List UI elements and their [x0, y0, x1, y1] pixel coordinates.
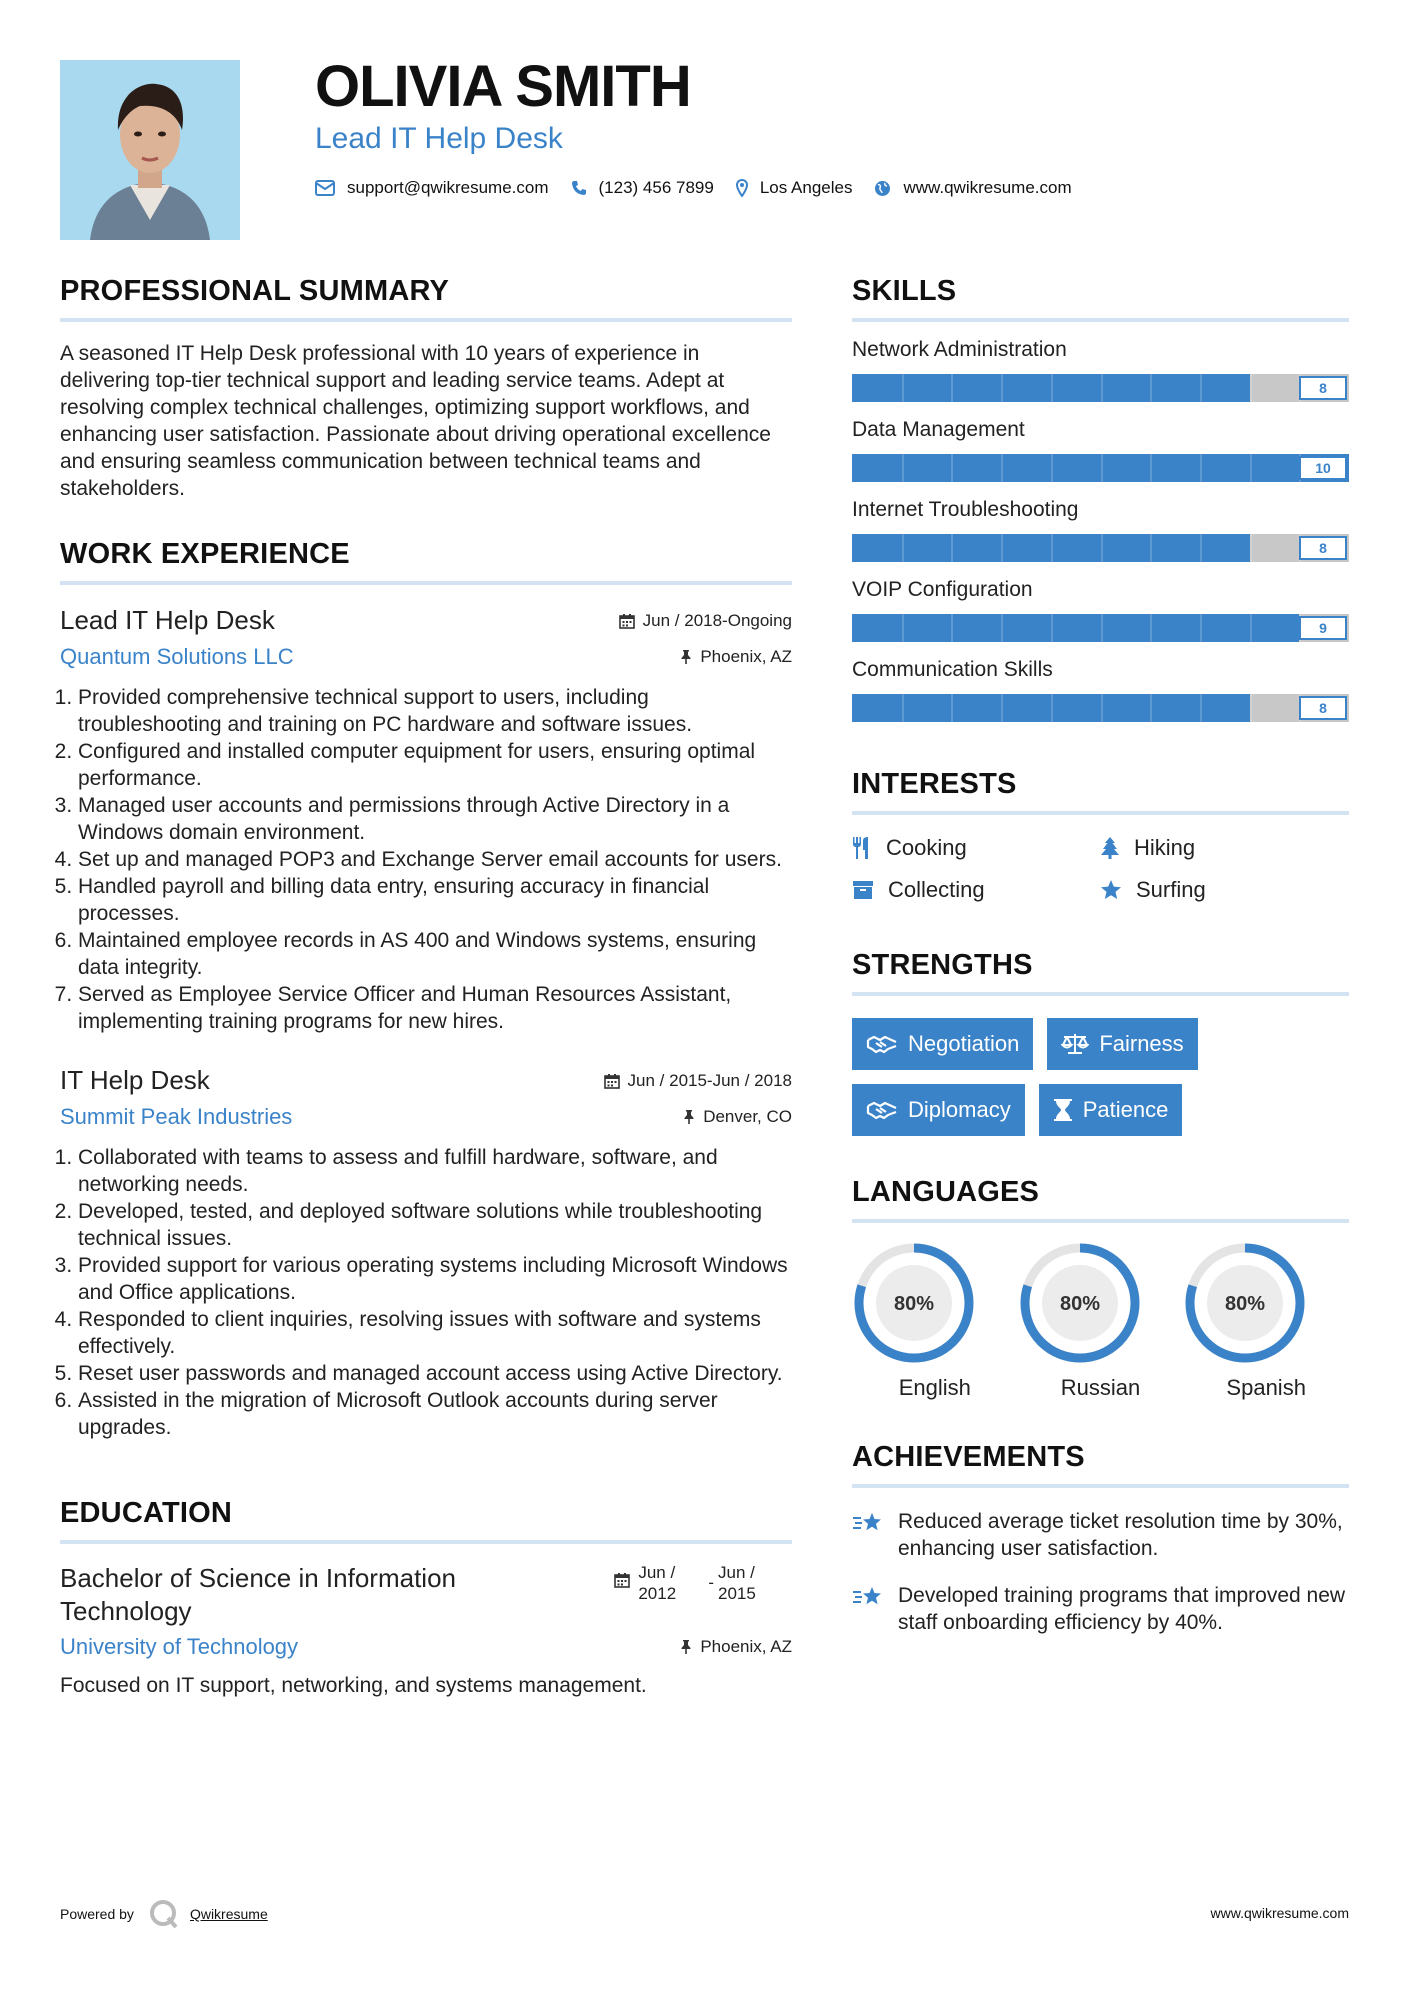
- strength-tag: [1047, 1018, 1197, 1070]
- languages-list: [852, 1241, 1349, 1401]
- interest-label: Hiking: [1134, 835, 1196, 860]
- skill-bar-segment: [1200, 614, 1202, 642]
- strengths-heading: STRENGTHS: [852, 949, 1349, 996]
- language-name: Russian: [1060, 1375, 1141, 1400]
- qwikresume-logo-icon: [148, 1898, 180, 1930]
- skill-bar-segment: [951, 694, 953, 722]
- strength-tag: [852, 1018, 1033, 1070]
- duty-item: 1. Provided comprehensive technical support to users, including troubleshooting and training on PC hardware and software issues.: [78, 684, 792, 738]
- job-location-text: Phoenix, AZ: [700, 647, 792, 666]
- language-name: Spanish: [1226, 1375, 1306, 1400]
- skill-bar-segment: [1200, 694, 1202, 722]
- skill-value: 8: [1299, 376, 1347, 400]
- skill-bar: [852, 614, 1349, 642]
- skill-bar-segment: [1250, 454, 1252, 482]
- contact-website[interactable]: [874, 178, 1071, 198]
- skill-bar-segment: [1150, 454, 1152, 482]
- skill-bar-segment: [1101, 454, 1103, 482]
- contact-phone[interactable]: [571, 178, 714, 198]
- interest-label: Surfing: [1136, 877, 1206, 902]
- language-progress-ring: [1018, 1241, 1142, 1365]
- phone-icon: [571, 180, 587, 196]
- education-entry: [60, 1562, 792, 1628]
- skill-bar-segment: [951, 454, 953, 482]
- language-percent: 80%: [893, 1293, 935, 1315]
- language-item: [1018, 1241, 1184, 1401]
- skill-item: [852, 578, 1349, 642]
- skill-bar-segment: [1101, 374, 1103, 402]
- skill-bar-segment: [1200, 374, 1202, 402]
- pushpin-icon: [683, 1109, 695, 1125]
- skill-name: Data Management: [852, 418, 1025, 441]
- globe-icon: [874, 180, 891, 197]
- skill-bar-segment: [1200, 534, 1202, 562]
- pushpin-icon: [680, 649, 692, 665]
- job-duties-list: [60, 684, 792, 1035]
- handshake-icon: [866, 1034, 898, 1054]
- calendar-icon: [614, 1572, 630, 1588]
- skill-item: [852, 418, 1349, 482]
- skill-bar: [852, 454, 1349, 482]
- skill-bar-segment: [1051, 534, 1053, 562]
- website-text: www.qwikresume.com: [903, 178, 1072, 197]
- language-percent: 80%: [1059, 1293, 1100, 1315]
- tree-icon: [1100, 836, 1120, 860]
- job-role: Lead IT Help Desk: [60, 605, 275, 635]
- interest-item: [1100, 835, 1348, 861]
- location-text: Los Angeles: [759, 178, 853, 197]
- strengths-list: [852, 1018, 1252, 1136]
- education-dates: [614, 1562, 792, 1604]
- language-progress-ring: [1183, 1241, 1307, 1365]
- experience-heading: WORK EXPERIENCE: [60, 538, 792, 585]
- skill-value: 10: [1299, 456, 1347, 480]
- interest-label: Cooking: [886, 835, 967, 860]
- date-separator: -: [708, 1573, 714, 1592]
- language-item: [1183, 1241, 1349, 1401]
- skill-bar-segment: [902, 374, 904, 402]
- job-company: Quantum Solutions LLC: [60, 644, 294, 669]
- strength-tag: [1039, 1084, 1183, 1136]
- contact-bar: [315, 178, 1094, 198]
- job-location: [680, 647, 792, 667]
- map-marker-icon: [736, 179, 748, 197]
- job-dates: [604, 1071, 792, 1091]
- duty-item: 7. Served as Employee Service Officer and Human Resources Assistant, implementing training programs for new hires.: [78, 981, 792, 1035]
- skill-bar-segment: [902, 694, 904, 722]
- duty-item: 6. Assisted in the migration of Microsoft Outlook accounts during server upgrades.: [78, 1387, 792, 1441]
- job-location-text: Denver, CO: [703, 1107, 792, 1126]
- education-start: Jun / 2012: [638, 1563, 677, 1603]
- calendar-icon: [604, 1073, 620, 1089]
- achievement-item: [852, 1582, 1349, 1636]
- job-dates-text: Jun / 2018-Ongoing: [642, 610, 792, 630]
- skill-bar-segment: [1250, 534, 1252, 562]
- profile-photo: [60, 60, 240, 240]
- skill-bar: [852, 694, 1349, 722]
- skill-name: Communication Skills: [852, 658, 1053, 681]
- strength-label: Diplomacy: [908, 1097, 1011, 1122]
- duty-item: 1. Collaborated with teams to assess and fulfill hardware, software, and networking needs.: [78, 1144, 792, 1198]
- skill-bar: [852, 534, 1349, 562]
- skill-bar-segment: [1051, 694, 1053, 722]
- language-percent: 80%: [1225, 1293, 1266, 1315]
- archive-box-icon: [852, 880, 874, 900]
- shooting-star-icon: [852, 1510, 884, 1536]
- skill-bar-segment: [1051, 614, 1053, 642]
- skill-bar-segment: [951, 374, 953, 402]
- contact-location: [736, 178, 853, 198]
- skill-bar-segment: [1001, 614, 1003, 642]
- skill-bar-segment: [1101, 614, 1103, 642]
- balance-scale-icon: [1061, 1032, 1089, 1056]
- left-column: [60, 275, 792, 1699]
- utensils-icon: [852, 836, 872, 860]
- education-heading: EDUCATION: [60, 1497, 792, 1544]
- duty-item: 5. Reset user passwords and managed account access using Active Directory.: [78, 1360, 792, 1387]
- job-role: IT Help Desk: [60, 1065, 210, 1095]
- shooting-star-icon: [852, 1584, 884, 1610]
- footer-website[interactable]: www.qwikresume.com: [1210, 1905, 1349, 1921]
- job-dates: [619, 611, 792, 631]
- job-entry: [60, 605, 792, 1035]
- skills-heading: SKILLS: [852, 275, 1349, 322]
- duty-item: 4. Responded to client inquiries, resolving issues with software and systems effectively.: [78, 1306, 792, 1360]
- skill-bar-segment: [1051, 374, 1053, 402]
- skill-bar-segment: [1001, 534, 1003, 562]
- skill-item: [852, 658, 1349, 722]
- interest-item: [1100, 877, 1348, 903]
- education-location-text: Phoenix, AZ: [700, 1637, 792, 1656]
- duty-item: 2. Configured and installed computer equipment for users, ensuring optimal performance.: [78, 738, 792, 792]
- interests-list: [852, 835, 1349, 903]
- skill-item: [852, 338, 1349, 402]
- skill-bar-segment: [1150, 614, 1152, 642]
- duty-item: 3. Managed user accounts and permissions through Active Directory in a Windows domain environment.: [78, 792, 792, 846]
- calendar-icon: [619, 613, 635, 629]
- school-name: University of Technology: [60, 1634, 299, 1659]
- strength-label: Fairness: [1099, 1031, 1184, 1056]
- degree-title: Bachelor of Science in Information Technology: [60, 1563, 456, 1626]
- job-company: Summit Peak Industries: [60, 1104, 293, 1129]
- skill-value: 8: [1299, 696, 1347, 720]
- achievement-text: Developed training programs that improved new staff onboarding efficiency by 40%.: [898, 1584, 1346, 1634]
- hourglass-icon: [1053, 1098, 1073, 1122]
- footer-powered-by: [60, 1898, 268, 1930]
- strength-label: Patience: [1082, 1097, 1169, 1122]
- phone-text: (123) 456 7899: [598, 178, 714, 197]
- skill-bar: [852, 374, 1349, 402]
- achievements-heading: ACHIEVEMENTS: [852, 1441, 1349, 1488]
- skill-bar-segment: [902, 614, 904, 642]
- interest-label: Collecting: [888, 877, 985, 902]
- summary-text: A seasoned IT Help Desk professional with 10 years of experience in delivering top-tier technical support and leading service teams. Adept at resolving complex technical challenges, optimizing support workflows, and enhancing user satisfaction. Passionate about driving operational excellence and ensuring seamless communication between technical teams and stakeholders.: [60, 342, 771, 500]
- duty-item: 3. Provided support for various operating systems including Microsoft Windows and Office applications.: [78, 1252, 792, 1306]
- language-progress-ring: [852, 1241, 976, 1365]
- candidate-title: Lead IT Help Desk: [315, 122, 563, 155]
- skills-list: [852, 338, 1349, 722]
- skill-bar-segment: [1250, 694, 1252, 722]
- star-icon: [1100, 879, 1122, 901]
- interest-item: [852, 877, 1100, 903]
- skill-name: Network Administration: [852, 338, 1067, 361]
- contact-email[interactable]: [315, 178, 549, 198]
- education-location: [680, 1637, 792, 1657]
- skill-bar-segment: [1250, 374, 1252, 402]
- education-description: Focused on IT support, networking, and systems management.: [60, 1674, 647, 1697]
- strength-label: Negotiation: [908, 1031, 1020, 1056]
- skill-bar-fill: [852, 614, 1299, 642]
- portrait-image: [60, 60, 240, 240]
- duty-item: 4. Set up and managed POP3 and Exchange Server email accounts for users.: [78, 846, 792, 873]
- skill-bar-segment: [1051, 454, 1053, 482]
- skill-item: [852, 498, 1349, 562]
- candidate-name: OLIVIA SMITH: [315, 54, 691, 119]
- language-item: [852, 1241, 1018, 1401]
- achievement-text: Reduced average ticket resolution time by 30%, enhancing user satisfaction.: [898, 1510, 1343, 1560]
- languages-heading: LANGUAGES: [852, 1176, 1349, 1223]
- qwikresume-link[interactable]: Qwikresume: [189, 1906, 268, 1922]
- skill-bar-segment: [1001, 454, 1003, 482]
- job-dates-text: Jun / 2015-Jun / 2018: [627, 1070, 792, 1090]
- summary-heading: PROFESSIONAL SUMMARY: [60, 275, 792, 322]
- skill-bar-segment: [951, 614, 953, 642]
- envelope-icon: [315, 180, 335, 196]
- job-duties-list: [60, 1144, 792, 1441]
- skill-bar-segment: [1250, 614, 1252, 642]
- strength-tag: [852, 1084, 1025, 1136]
- skill-name: Internet Troubleshooting: [852, 498, 1079, 521]
- skill-name: VOIP Configuration: [852, 578, 1033, 601]
- pushpin-icon: [680, 1639, 692, 1655]
- interest-item: [852, 835, 1100, 861]
- skill-bar-segment: [1101, 534, 1103, 562]
- skill-bar-segment: [951, 534, 953, 562]
- handshake-icon: [866, 1100, 898, 1120]
- right-column: [852, 275, 1349, 1636]
- achievement-item: [852, 1508, 1349, 1562]
- interests-heading: INTERESTS: [852, 768, 1349, 815]
- language-name: English: [898, 1375, 971, 1400]
- skill-value: 9: [1299, 616, 1347, 640]
- education-end: Jun / 2015: [718, 1563, 756, 1603]
- skill-bar-segment: [1001, 374, 1003, 402]
- skill-bar-segment: [902, 534, 904, 562]
- skill-bar-segment: [1001, 694, 1003, 722]
- skill-bar-segment: [1150, 374, 1152, 402]
- skill-bar-segment: [1200, 454, 1202, 482]
- duty-item: 5. Handled payroll and billing data entry, ensuring accuracy in financial processes.: [78, 873, 792, 927]
- job-location: [683, 1107, 792, 1127]
- skill-bar-segment: [902, 454, 904, 482]
- duty-item: 2. Developed, tested, and deployed software solutions while troubleshooting technical issues.: [78, 1198, 792, 1252]
- job-entry: [60, 1065, 792, 1441]
- skill-bar-segment: [1150, 534, 1152, 562]
- email-text: support@qwikresume.com: [347, 178, 549, 197]
- powered-by-text: Powered by: [60, 1906, 134, 1922]
- skill-bar-segment: [1150, 694, 1152, 722]
- skill-value: 8: [1299, 536, 1347, 560]
- duty-item: 6. Maintained employee records in AS 400 and Windows systems, ensuring data integrity.: [78, 927, 792, 981]
- skill-bar-segment: [1101, 694, 1103, 722]
